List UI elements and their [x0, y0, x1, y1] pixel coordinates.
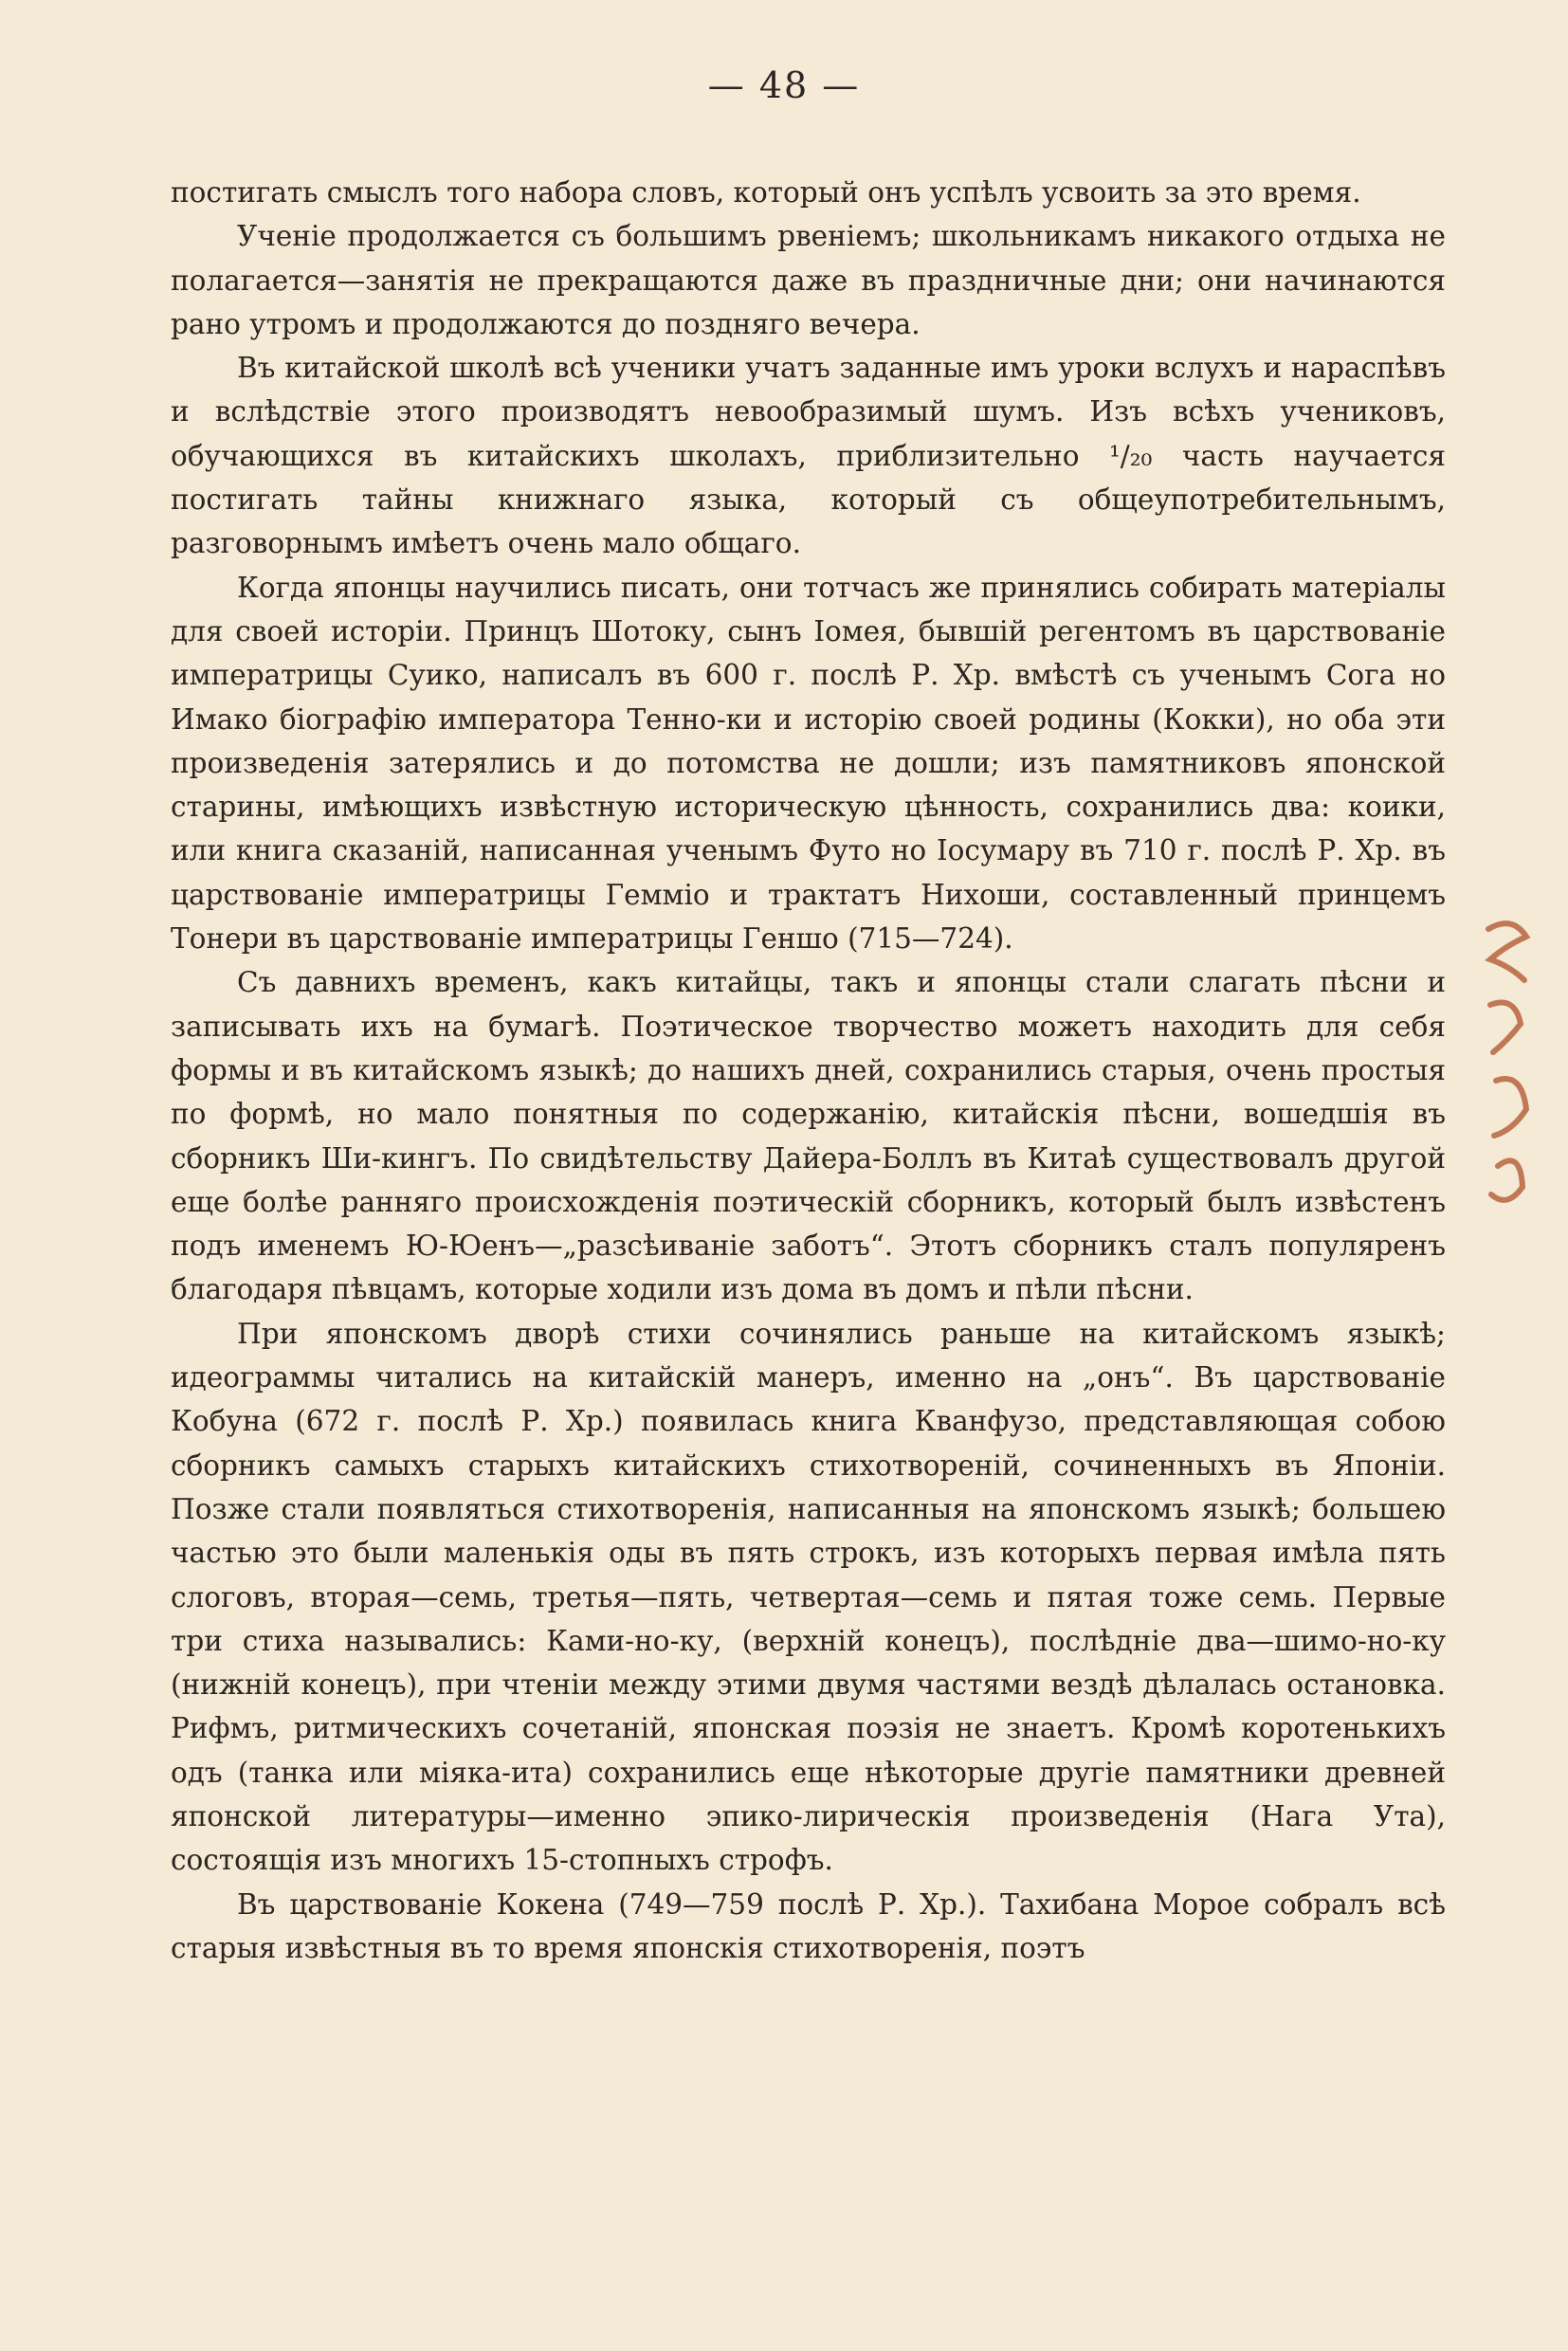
- paragraph-4: Когда японцы научились писать, они тотчасъ же принялись собирать матеріалы для своей исторіи. Принцъ Шотоку, сынъ Іомея, бывшій регентомъ въ царствованіе императрицы Суико, написалъ въ 600 г. послѣ Р. Хр. вмѣстѣ съ ученымъ Сога но Имако біографію императора Тенно-ки и исторію своей родины (Кокки), но оба эти произведенія затерялись и до потомства не дошли; изъ памятниковъ японской старины, имѣющихъ извѣстную историческую цѣнность, сохранились два: коики, или книга сказаній, написанная ученымъ Футо но Іосумару въ 710 г. послѣ Р. Хр. въ царствованіе императрицы Гемміо и трактатъ Нихоши, составленный принцемъ Тонери въ царствованіе императрицы Геншо (715—724).: [171, 571, 1446, 956]
- handwritten-margin-mark: [1479, 910, 1536, 1223]
- page-number: — 48 —: [707, 64, 861, 106]
- paragraph-6: При японскомъ дворѣ стихи сочинялись раньше на китайскомъ языкѣ; идеограммы читались на китайскій манеръ, именно на „онъ“. Въ царствованіе Кобуна (672 г. послѣ Р. Хр.) появилась книга Кванфузо, представляющая собою сборникъ самыхъ старыхъ китайскихъ стихотвореній, сочиненныхъ въ Японіи. Позже стали появляться стихотворенія, написанныя на японскомъ языкѣ; большею частью это были маленькія оды въ пять строкъ, изъ которыхъ первая имѣла пять слоговъ, вторая—семь, третья—пять, четвертая—семь и пятая тоже семь. Первые три стиха назывались: Ками-но-ку, (верхній конецъ), послѣдніе два—шимо-но-ку (нижній конецъ), при чтеніи между этими двумя частями вездѣ дѣлалась остановка. Рифмъ, ритмическихъ сочетаній, японская поэзія не знаетъ. Кромѣ коротенькихъ одъ (танка или міяка-ита) сохранились еще нѣкоторые другіе памятники древней японской литературы—именно эпико-лирическія произведенія (Нага Ута), состоящія изъ многихъ 15-стопныхъ строфъ.: [171, 1317, 1446, 1877]
- handwritten-mark-icon: [1479, 910, 1536, 1223]
- paragraph-3: Въ китайской школѣ всѣ ученики учатъ заданные имъ уроки вслухъ и нараспѣвъ и вслѣдствіе этого производятъ невообразимый шумъ. Изъ всѣхъ учениковъ, обучающихся въ китайскихъ школахъ, приблизительно ¹/₂₀ часть научается постигать тайны книжнаго языка, который съ общеупотребительнымъ, разговорнымъ имѣетъ очень мало общаго.: [171, 352, 1446, 560]
- paragraph-5: Съ давнихъ временъ, какъ китайцы, такъ и японцы стали слагать пѣсни и записывать ихъ на бумагѣ. Поэтическое творчество можетъ находить для себя формы и въ китайскомъ языкѣ; до нашихъ дней, сохранились старыя, очень простыя по формѣ, но мало понятныя по содержанію, китайскія пѣсни, вошедшія въ сборникъ Ши-кингъ. По свидѣтельству Дайера-Боллъ въ Китаѣ существовалъ другой еще болѣе ранняго происхожденія поэтическій сборникъ, который былъ извѣстенъ подъ именемъ Ю-Юенъ—„разсѣиваніе заботъ“. Этотъ сборникъ сталъ популяренъ благодаря пѣвцамъ, которые ходили изъ дома въ домъ и пѣли пѣсни.: [171, 966, 1446, 1306]
- paragraph-7: Въ царствованіе Кокена (749—759 послѣ Р. Хр.). Тахибана Морое собралъ всѣ старыя извѣстныя въ то время японскія стихотворенія, поэтъ: [171, 1887, 1446, 1964]
- body-text: [171, 171, 1446, 1970]
- paragraph-1: постигать смыслъ того набора словъ, который онъ успѣлъ усвоить за это время.: [171, 176, 1361, 209]
- paragraph-2: Ученіе продолжается съ большимъ рвеніемъ; школьникамъ никакого отдыха не полагается—занятія не прекращаются даже въ праздничные дни; они начинаются рано утромъ и продолжаются до поздняго вечера.: [171, 220, 1446, 340]
